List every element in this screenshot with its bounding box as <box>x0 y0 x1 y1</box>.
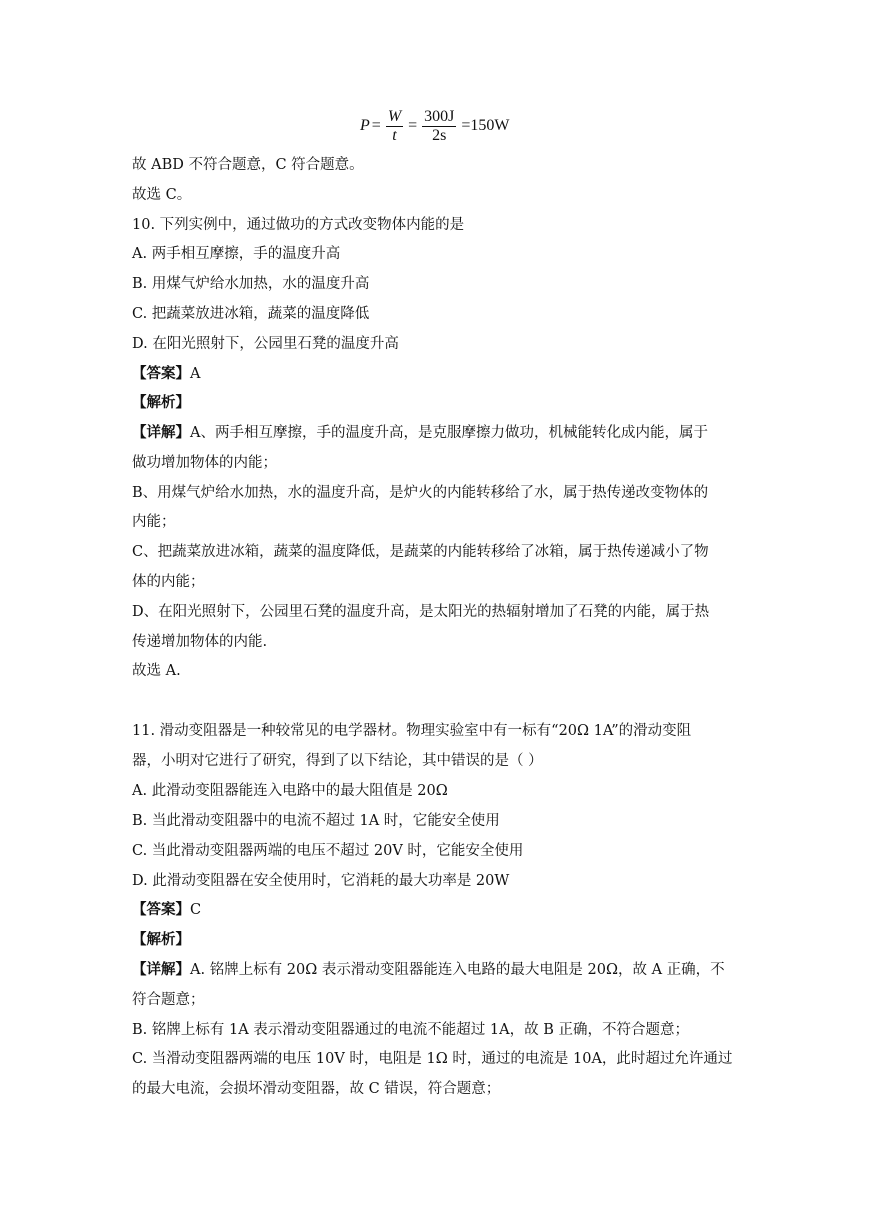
q10-stem: 10. 下列实例中，通过做功的方式改变物体内能的是 <box>132 217 465 233</box>
q10-option-b: B. 用煤气炉给水加热，水的温度升高 <box>132 276 370 292</box>
detail-tag: 【详解】 <box>132 961 190 978</box>
q11-option-c: C. 当此滑动变阻器两端的电压不超过 20V 时，它能安全使用 <box>132 843 524 859</box>
formula-fraction-w-over-t <box>386 108 403 145</box>
q11-answer <box>132 895 742 925</box>
q10-detail-line: 做功增加物体的内能； <box>132 455 277 471</box>
q10-option-d: D. 在阳光照射下，公园里石凳的温度升高 <box>132 336 399 352</box>
fraction-numerator: W <box>387 107 402 125</box>
q11-detail-line: C. 当滑动变阻器两端的电压 10V 时，电阻是 1Ω 时，通过的电流是 10A，此时超过允许通过 <box>132 1051 733 1067</box>
answer-value: A <box>190 366 201 382</box>
q10-detail-line <box>132 418 742 448</box>
power-formula <box>360 104 512 148</box>
answer-tag: 【答案】 <box>132 901 190 918</box>
q11-detail-line <box>132 955 742 985</box>
formula-equals: = <box>408 117 418 134</box>
q10-answer <box>132 359 742 389</box>
detail-tag: 【详解】 <box>132 424 190 441</box>
q10-analysis-tag: 【解析】 <box>132 394 190 411</box>
fraction-denominator: 2s <box>432 126 447 144</box>
formula-lhs: P <box>360 117 370 134</box>
formula-fraction-values <box>422 108 456 145</box>
q10-option-a: A. 两手相互摩擦，手的温度升高 <box>132 246 341 262</box>
q10-choice: 故选 A. <box>132 663 181 679</box>
q10-detail-line: D、在阳光照射下，公园里石凳的温度升高，是太阳光的热辐射增加了石凳的内能，属于热 <box>132 604 710 620</box>
q10-detail-line: B、用煤气炉给水加热，水的温度升高，是炉火的内能转移给了水，属于热传递改变物体的 <box>132 485 709 501</box>
q10-detail-line: 传递增加物体的内能. <box>132 634 268 650</box>
q11-detail-line: B. 铭牌上标有 1A 表示滑动变阻器通过的电流不能超过 1A，故 B 正确，不符合题意； <box>132 1022 689 1038</box>
q10-option-c: C. 把蔬菜放进冰箱，蔬菜的温度降低 <box>132 306 370 322</box>
q10-detail-line: 体的内能； <box>132 574 205 590</box>
q10-detail-line: C、把蔬菜放进冰箱，蔬菜的温度降低，是蔬菜的内能转移给了冰箱，属于热传递减小了物 <box>132 544 709 560</box>
q11-detail-line: 符合题意； <box>132 992 205 1008</box>
q10-detail-line: 内能； <box>132 514 176 530</box>
detail-text: A. 铭牌上标有 20Ω 表示滑动变阻器能连入电路的最大电阻是 20Ω，故 A 正确，不 <box>190 962 725 978</box>
fraction-numerator: 300J <box>424 107 455 125</box>
formula-equals: = <box>371 117 381 134</box>
answer-tag: 【答案】 <box>132 365 190 382</box>
q11-option-b: B. 当此滑动变阻器中的电流不超过 1A 时，它能安全使用 <box>132 813 500 829</box>
q9-choice: 故选 C。 <box>132 187 192 203</box>
formula-result: =150W <box>461 117 510 134</box>
q11-option-d: D. 此滑动变阻器在安全使用时，它消耗的最大功率是 20W <box>132 873 510 889</box>
q11-detail-line: 的最大电流，会损坏滑动变阻器，故 C 错误，符合题意； <box>132 1081 501 1097</box>
q11-option-a: A. 此滑动变阻器能连入电路中的最大阻值是 20Ω <box>132 783 448 799</box>
q11-analysis-tag: 【解析】 <box>132 931 190 948</box>
q9-conclusion: 故 ABD 不符合题意，C 符合题意。 <box>132 157 364 173</box>
answer-value: C <box>190 902 202 918</box>
detail-text: A、两手相互摩擦，手的温度升高，是克服摩擦力做功，机械能转化成内能，属于 <box>190 425 708 441</box>
q11-stem-line: 11. 滑动变阻器是一种较常见的电学器材。物理实验室中有一标有“20Ω 1A”的滑动变阻 <box>132 723 692 739</box>
fraction-denominator: t <box>392 126 397 144</box>
q11-stem-line: 器，小明对它进行了研究，得到了以下结论，其中错误的是（ ） <box>132 753 543 769</box>
